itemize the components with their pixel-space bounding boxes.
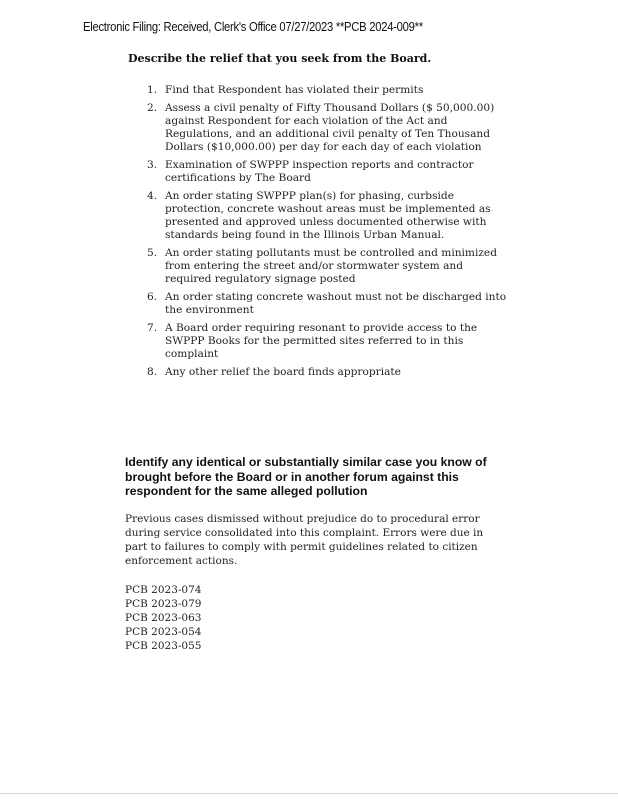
relief-item bbox=[147, 190, 507, 243]
similar-cases-heading: Identify any identical or substantially similar case you know of brought before the Board or in another forum against this respondent for the same alleged pollution bbox=[125, 455, 487, 499]
relief-item-text: An order stating SWPPP plan(s) for phasing, curbside protection, concrete washout areas must be implemented as presented and approved unless documented otherwise with standards being found in the Illinois Urban Manual. bbox=[165, 189, 491, 242]
relief-item-number: 6. bbox=[147, 290, 158, 303]
relief-item-number: 1. bbox=[147, 84, 158, 96]
relief-item-number: 7. bbox=[147, 321, 158, 334]
relief-item bbox=[147, 291, 507, 317]
case-number: PCB 2023-063 bbox=[125, 612, 202, 624]
relief-item-number: 8. bbox=[147, 365, 158, 378]
similar-cases-paragraph: Previous cases dismissed without prejudice do to procedural error during service consolidated into this complaint. Errors were due in part to failures to comply with permit guidelines related to citizen enforcement actions. bbox=[125, 513, 484, 567]
relief-item bbox=[147, 84, 507, 97]
page-edge-divider bbox=[0, 793, 618, 794]
relief-heading: Describe the relief that you seek from the Board. bbox=[128, 52, 432, 65]
relief-item-number: 5. bbox=[147, 246, 158, 259]
case-number: PCB 2023-079 bbox=[125, 598, 202, 610]
relief-item bbox=[147, 102, 507, 155]
case-list bbox=[125, 583, 201, 653]
relief-item-number: 3. bbox=[147, 158, 158, 171]
relief-item-number: 4. bbox=[147, 189, 158, 202]
relief-item-number: 2. bbox=[147, 101, 158, 114]
case-number: PCB 2023-054 bbox=[125, 626, 202, 638]
relief-item bbox=[147, 322, 507, 362]
relief-item-text: An order stating concrete washout must not be discharged into the environment bbox=[165, 290, 507, 316]
case-number: PCB 2023-074 bbox=[125, 584, 202, 596]
relief-item-text: Assess a civil penalty of Fifty Thousand Dollars ($ 50,000.00) against Respondent for each violation of the Act and Regulations, and an additional civil penalty of Ten Thousand Dollars ($10,000.00) per day for each day of each violation bbox=[165, 101, 495, 154]
filing-stamp: Electronic Filing: Received, Clerk's Office 07/27/2023 **PCB 2024-009** bbox=[83, 20, 423, 34]
relief-item-text: Find that Respondent has violated their permits bbox=[165, 84, 424, 96]
relief-item-text: Any other relief the board finds appropriate bbox=[165, 365, 401, 378]
case-number: PCB 2023-055 bbox=[125, 640, 202, 652]
relief-item bbox=[147, 159, 507, 185]
relief-item-text: An order stating pollutants must be controlled and minimized from entering the street and/or stormwater system and required regulatory signage posted bbox=[165, 246, 497, 286]
relief-item-text: A Board order requiring resonant to provide access to the SWPPP Books for the permitted sites referred to in this complaint bbox=[165, 321, 478, 360]
relief-list bbox=[147, 84, 507, 383]
relief-item bbox=[147, 247, 507, 287]
relief-item-text: Examination of SWPPP inspection reports and contractor certifications by The Board bbox=[165, 158, 474, 184]
relief-item bbox=[147, 366, 507, 379]
